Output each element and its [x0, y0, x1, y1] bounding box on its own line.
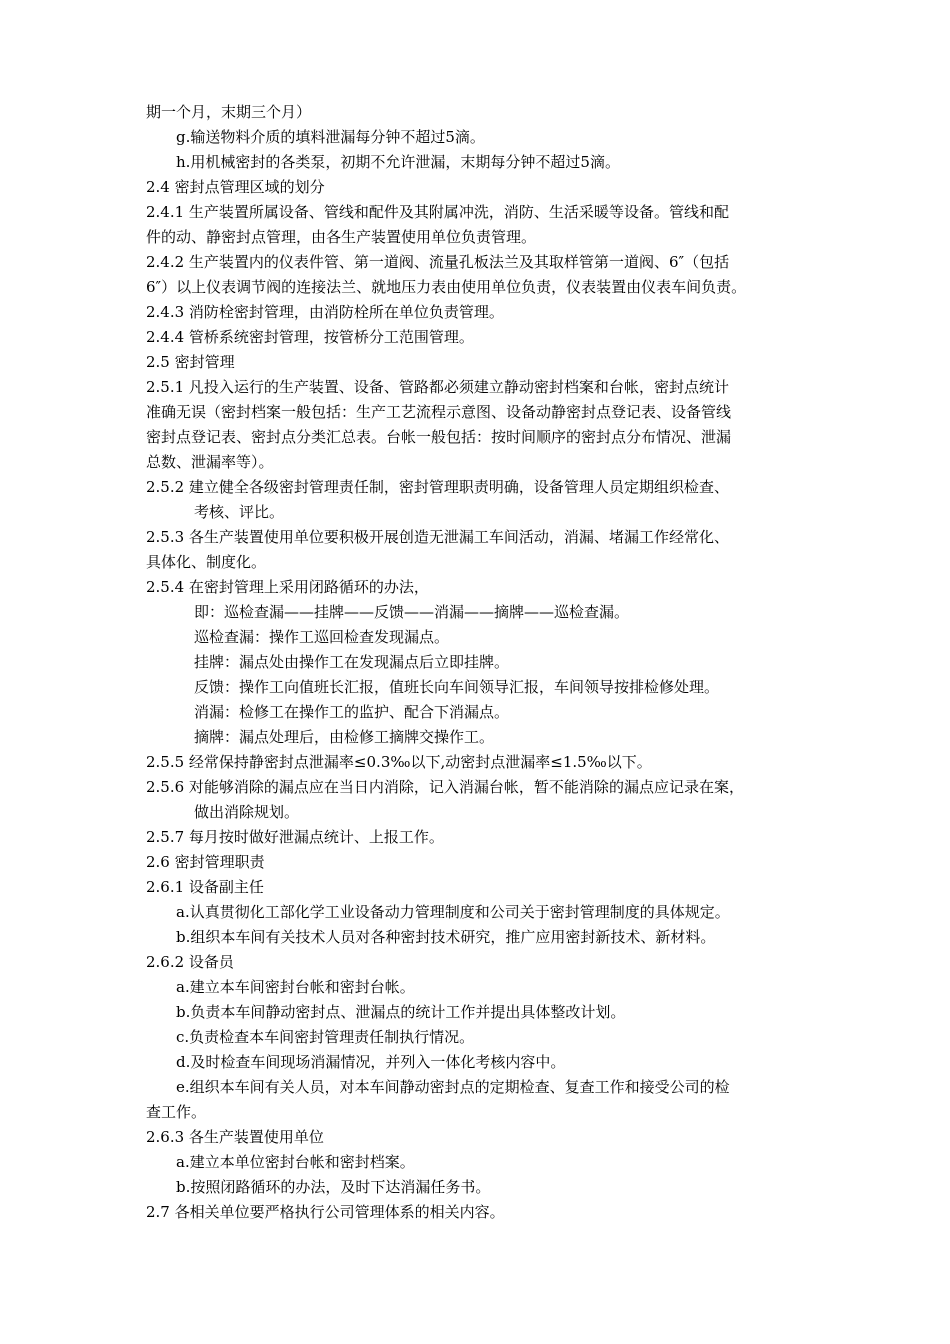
text-line: 期一个月，末期三个月）	[146, 103, 312, 121]
text-line: 反馈：操作工向值班长汇报，值班长向车间领导汇报，车间领导按排检修处理。	[194, 678, 720, 696]
text-line: 2.4 密封点管理区域的划分	[146, 178, 325, 196]
text-line: 总数、泄漏率等）。	[146, 453, 274, 471]
text-line: b.负责本车间静动密封点、泄漏点的统计工作并提出具体整改计划。	[176, 1003, 626, 1021]
text-line: 2.4.1 生产装置所属设备、管线和配件及其附属冲洗，消防、生活采暖等设备。管线和配	[146, 203, 729, 221]
text-line: 具体化、制度化。	[146, 553, 267, 571]
text-line: 准确无误（密封档案一般包括：生产工艺流程示意图、设备动静密封点登记表、设备管线	[146, 403, 732, 421]
text-line: 2.7 各相关单位要严格执行公司管理体系的相关内容。	[146, 1203, 505, 1221]
text-line: 2.5.3 各生产装置使用单位要积极开展创造无泄漏工车间活动，消漏、堵漏工作经常化、	[146, 528, 729, 546]
text-line: 查工作。	[146, 1103, 207, 1121]
text-line: 2.5 密封管理	[146, 353, 235, 371]
text-line: 2.6.3 各生产装置使用单位	[146, 1128, 324, 1146]
text-line: a.认真贯彻化工部化学工业设备动力管理制度和公司关于密封管理制度的具体规定。	[176, 903, 730, 921]
text-line: 挂牌：漏点处由操作工在发现漏点后立即挂牌。	[194, 653, 510, 671]
text-line: a.建立本车间密封台帐和密封台帐。	[176, 978, 415, 996]
text-line: b.组织本车间有关技术人员对各种密封技术研究，推广应用密封新技术、新材料。	[176, 928, 716, 946]
text-line: 摘牌：漏点处理后，由检修工摘牌交操作工。	[194, 728, 495, 746]
text-line: e.组织本车间有关人员，对本车间静动密封点的定期检查、复查工作和接受公司的检	[176, 1078, 730, 1096]
text-line: 2.5.2 建立健全各级密封管理责任制，密封管理职责明确，设备管理人员定期组织检查、	[146, 478, 729, 496]
text-line: 2.5.5 经常保持静密封点泄漏率≤0.3‰以下,动密封点泄漏率≤1.5‰以下。	[146, 753, 652, 771]
text-line: 消漏：检修工在操作工的监护、配合下消漏点。	[194, 703, 510, 721]
text-line: 即：巡检查漏——挂牌——反馈——消漏——摘牌——巡检查漏。	[194, 603, 630, 621]
text-line: 2.5.7 每月按时做好泄漏点统计、上报工作。	[146, 828, 444, 846]
text-line: 2.6.2 设备员	[146, 953, 234, 971]
text-line: h.用机械密封的各类泵，初期不允许泄漏，末期每分钟不超过5滴。	[176, 153, 620, 171]
text-line: 6″）以上仪表调节阀的连接法兰、就地压力表由使用单位负责，仪表装置由仪表车间负责。	[146, 278, 747, 296]
text-line: 件的动、静密封点管理，由各生产装置使用单位负责管理。	[146, 228, 537, 246]
text-line: c.负责检查本车间密封管理责任制执行情况。	[176, 1028, 475, 1046]
text-line: 做出消除规划。	[194, 803, 300, 821]
text-line: 2.4.4 管桥系统密封管理，按管桥分工范围管理。	[146, 328, 474, 346]
text-line: 2.5.4 在密封管理上采用闭路循环的办法，	[146, 578, 429, 596]
text-line: a.建立本单位密封台帐和密封档案。	[176, 1153, 415, 1171]
text-line: d.及时检查车间现场消漏情况，并列入一体化考核内容中。	[176, 1053, 566, 1071]
text-line: 密封点登记表、密封点分类汇总表。台帐一般包括：按时间顺序的密封点分布情况、泄漏	[146, 428, 732, 446]
text-line: 考核、评比。	[194, 503, 285, 521]
document-body	[146, 100, 826, 1225]
text-line: 2.5.6 对能够消除的漏点应在当日内消除，记入消漏台帐，暂不能消除的漏点应记录在案，	[146, 778, 744, 796]
text-line: b.按照闭路循环的办法，及时下达消漏任务书。	[176, 1178, 491, 1196]
text-line: 2.5.1 凡投入运行的生产装置、设备、管路都必须建立静动密封档案和台帐，密封点统计	[146, 378, 729, 396]
text-line: 2.6 密封管理职责	[146, 853, 265, 871]
text-line: 2.4.3 消防栓密封管理，由消防栓所在单位负责管理。	[146, 303, 504, 321]
text-line: g.输送物料介质的填料泄漏每分钟不超过5滴。	[176, 128, 485, 146]
text-line: 2.6.1 设备副主任	[146, 878, 264, 896]
text-line: 2.4.2 生产装置内的仪表件管、第一道阀、流量孔板法兰及其取样管第一道阀、6″（包括	[146, 253, 730, 271]
text-line: 巡检查漏：操作工巡回检查发现漏点。	[194, 628, 450, 646]
